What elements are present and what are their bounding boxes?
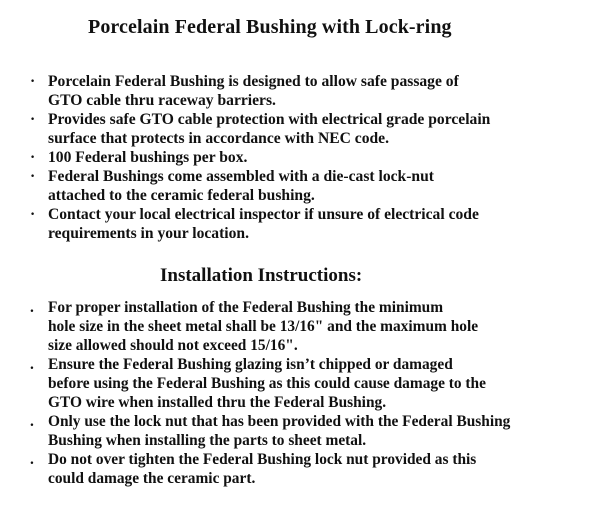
list-item [0, 148, 600, 167]
list-item [0, 355, 600, 412]
list-item [0, 205, 600, 243]
bullet-marker: · [30, 73, 36, 90]
text-line: GTO cable thru raceway barriers. [48, 92, 276, 109]
text-line: Contact your local electrical inspector if unsure of electrical code [48, 206, 479, 223]
text-line: before using the Federal Bushing as this could cause damage to the [48, 375, 486, 392]
list-item [0, 412, 600, 450]
text-line: Porcelain Federal Bushing is designed to allow safe passage of [48, 73, 459, 90]
bullet-marker: · [30, 111, 36, 128]
text-line: Do not over tighten the Federal Bushing lock nut provided as this [48, 451, 477, 468]
list-item [0, 298, 600, 355]
text-line: surface that protects in accordance with NEC code. [48, 130, 389, 147]
text-line: Bushing when installing the parts to sheet metal. [48, 432, 367, 449]
text-line: size allowed should not exceed 15/16". [48, 337, 298, 354]
text-line: 100 Federal bushings per box. [48, 149, 248, 166]
text-line: hole size in the sheet metal shall be 13/16" and the maximum hole [48, 318, 479, 335]
bullet-marker: · [30, 149, 36, 166]
text-line: Ensure the Federal Bushing glazing isn’t chipped or damaged [48, 356, 453, 373]
bullet-marker: · [30, 168, 36, 185]
list-item [0, 110, 600, 148]
instruction-list [0, 298, 600, 488]
bullet-marker: . [30, 299, 34, 316]
text-line: requirements in your location. [48, 225, 249, 242]
text-line: Federal Bushings come assembled with a die-cast lock-nut [48, 168, 434, 185]
list-item [0, 167, 600, 205]
text-line: attached to the ceramic federal bushing. [48, 187, 315, 204]
list-item [0, 72, 600, 110]
text-line: For proper installation of the Federal Bushing the minimum [48, 299, 444, 316]
text-line: Provides safe GTO cable protection with electrical grade porcelain [48, 111, 491, 128]
text-line: could damage the ceramic part. [48, 470, 256, 487]
bullet-marker: · [30, 206, 36, 223]
text-line: Only use the lock nut that has been provided with the Federal Bushing [48, 413, 511, 430]
text-line: GTO wire when installed thru the Federal Bushing. [48, 394, 387, 411]
bullet-marker: . [30, 451, 34, 468]
document-title: Porcelain Federal Bushing with Lock-ring [88, 16, 452, 38]
list-item [0, 450, 600, 488]
feature-list [0, 72, 600, 243]
installation-heading: Installation Instructions: [160, 265, 363, 286]
bullet-marker: . [30, 356, 34, 373]
bullet-marker: . [30, 413, 34, 430]
